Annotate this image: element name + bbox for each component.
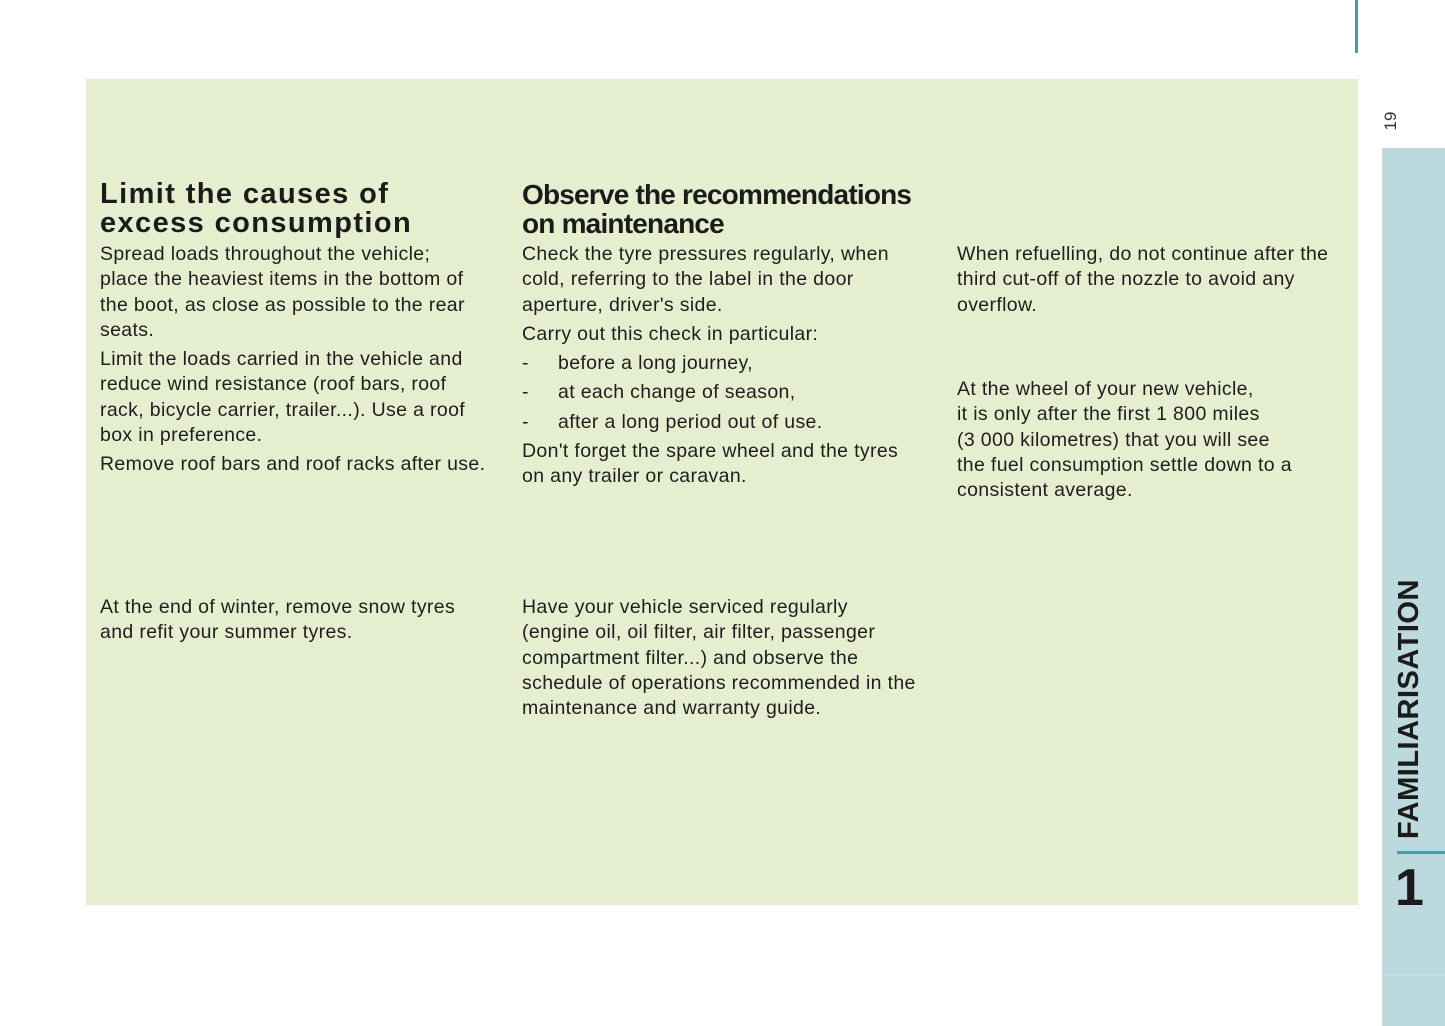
text-line: box in preference. <box>100 424 263 447</box>
section-maintenance <box>522 180 932 494</box>
text-line: the boot, as close as possible to the rear <box>100 293 465 316</box>
text-line: Remove roof bars and roof racks after use. <box>100 453 486 476</box>
section-heading <box>100 180 500 238</box>
text-line: place the heaviest items in the bottom of <box>100 268 464 291</box>
text-line: the fuel consumption settle down to a <box>957 453 1292 476</box>
chapter-label: FAMILIARISATION <box>1392 579 1425 839</box>
heading-line: on maintenance <box>522 208 724 239</box>
paragraph-limit-loads <box>100 347 500 448</box>
bullet-marker: - <box>522 381 529 404</box>
section-new-vehicle <box>957 377 1352 507</box>
paragraph-remove-roof-bars <box>100 452 500 477</box>
heading-line: excess consumption <box>100 207 413 239</box>
text-line: Limit the loads carried in the vehicle and <box>100 348 463 371</box>
list-item-text: before a long journey, <box>558 352 753 375</box>
heading-line: Limit the causes of <box>100 178 390 210</box>
list-item-text: after a long period out of use. <box>558 410 823 433</box>
text-line: cold, referring to the label in the door <box>522 268 854 291</box>
paragraph-new-vehicle <box>957 377 1352 503</box>
text-line: third cut-off of the nozzle to avoid any <box>957 268 1295 291</box>
section-servicing <box>522 595 942 725</box>
text-line: compartment filter...) and observe the <box>522 646 859 669</box>
text-line: schedule of operations recommended in the <box>522 671 916 694</box>
text-line: Check the tyre pressures regularly, when <box>522 243 889 265</box>
chapter-tab-divider <box>1382 975 1445 976</box>
paragraph-tyre-pressures <box>522 242 932 318</box>
paragraph-snow-tyres <box>100 595 500 646</box>
paragraph-servicing <box>522 595 942 721</box>
text-line: consistent average. <box>957 479 1133 502</box>
chapter-number: 1 <box>1395 859 1424 917</box>
check-occasions-list <box>522 351 932 435</box>
list-item-text: at each change of season, <box>558 381 796 404</box>
paragraph-spread-loads <box>100 242 500 343</box>
bullet-marker: - <box>522 352 529 375</box>
page-number: 19 <box>1381 111 1400 131</box>
section-excess-consumption <box>100 180 500 482</box>
text-line: seats. <box>100 318 155 341</box>
section-winter-tyres <box>100 595 500 650</box>
text-line: (engine oil, oil filter, air filter, passenger <box>522 621 876 644</box>
text-line: rack, bicycle carrier, trailer...). Use a roof <box>100 398 466 421</box>
text-line: At the end of winter, remove snow tyres <box>100 596 456 618</box>
text-line: it is only after the first 1 800 miles <box>957 403 1260 426</box>
text-line: When refuelling, do not continue after the <box>957 243 1329 265</box>
text-line: overflow. <box>957 293 1038 316</box>
paragraph-check-intro: Carry out this check in particular: <box>522 322 819 345</box>
bullet-marker: - <box>522 410 529 433</box>
text-line: maintenance and warranty guide. <box>522 697 822 720</box>
section-heading <box>522 180 932 238</box>
text-line: aperture, driver's side. <box>522 293 723 316</box>
text-line: and refit your summer tyres. <box>100 621 353 644</box>
list-item <box>522 380 932 405</box>
text-line: Spread loads throughout the vehicle; <box>100 243 431 265</box>
text-line: on any trailer or caravan. <box>522 465 747 488</box>
section-refuelling <box>957 242 1352 322</box>
text-line: Have your vehicle serviced regularly <box>522 596 848 618</box>
list-item <box>522 410 932 435</box>
paragraph-spare-wheel <box>522 439 932 490</box>
text-line: (3 000 kilometres) that you will see <box>957 428 1270 451</box>
top-accent-rule <box>1355 0 1358 53</box>
list-item <box>522 351 932 376</box>
text-line: At the wheel of your new vehicle, <box>957 378 1254 400</box>
content-panel <box>86 79 1358 905</box>
chapter-tab-rule <box>1397 851 1445 854</box>
heading-line: Observe the recommendations <box>522 179 912 210</box>
text-line: reduce wind resistance (roof bars, roof <box>100 373 447 396</box>
paragraph-refuelling <box>957 242 1352 318</box>
text-line: Don't forget the spare wheel and the tyres <box>522 440 899 463</box>
